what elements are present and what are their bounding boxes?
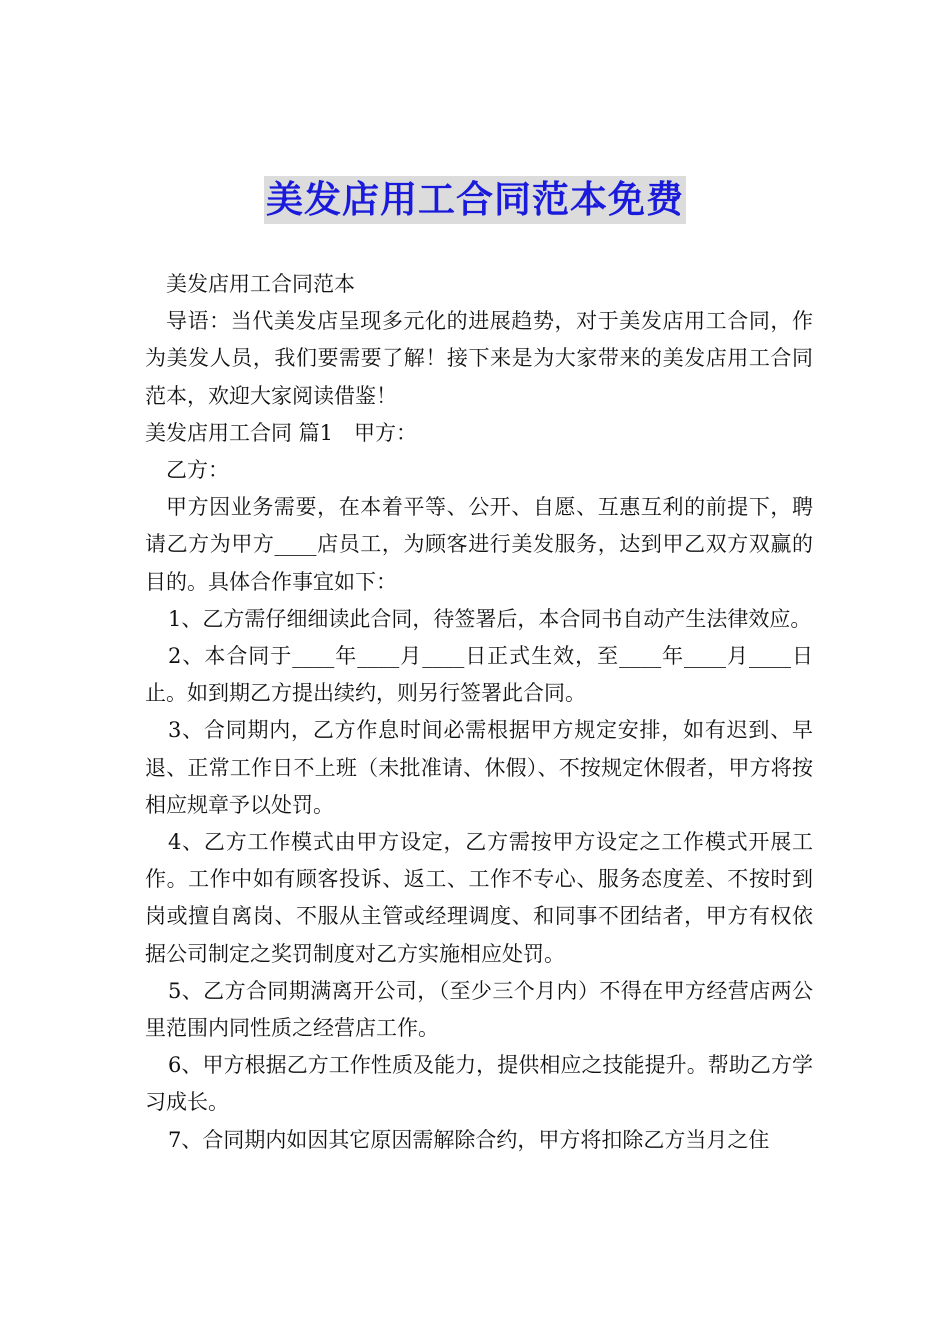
clause-7: 7、合同期内如因其它原因需解除合约，甲方将扣除乙方当月之住 <box>168 1127 770 1152</box>
document-title: 美发店用工合同范本免费 <box>264 176 686 224</box>
paragraph-heading: 美发店用工合同范本 <box>166 272 355 296</box>
clause-6: 6、甲方根据乙方工作性质及能力，提供相应之技能提升。帮助乙方学习成长。 <box>145 1053 813 1115</box>
paragraph-party-b: 乙方： <box>166 458 229 483</box>
document-body <box>145 266 813 1159</box>
clause-1: 1、乙方需仔细细读此合同，待签署后，本合同书自动产生法律效应。 <box>168 606 812 631</box>
clause-2: 2、本合同于____年____月____日正式生效，至____年____月____日止。如到期乙方提出续约，则另行签署此合同。 <box>145 644 813 706</box>
title-container <box>0 176 950 224</box>
paragraph-purpose: 甲方因业务需要，在本着平等、公开、自愿、互惠互利的前提下，聘请乙方为甲方____店员工，为顾客进行美发服务，达到甲乙双方双赢的目的。具体合作事宜如下： <box>145 495 813 594</box>
paragraph-party-a: 美发店用工合同 篇1 甲方： <box>145 420 418 445</box>
paragraph-intro: 导语：当代美发店呈现多元化的进展趋势，对于美发店用工合同，作为美发人员，我们要需要了解！接下来是为大家带来的美发店用工合同范本，欢迎大家阅读借鉴！ <box>145 309 813 408</box>
clause-3: 3、合同期内，乙方作息时间必需根据甲方规定安排，如有迟到、早退、正常工作日不上班（未批准请、休假）、不按规定休假者，甲方将按相应规章予以处罚。 <box>145 718 813 817</box>
clause-5: 5、乙方合同期满离开公司，（至少三个月内）不得在甲方经营店两公里范围内同性质之经营店工作。 <box>145 978 813 1041</box>
clause-4: 4、乙方工作模式由甲方设定，乙方需按甲方设定之工作模式开展工作。工作中如有顾客投诉、返工、工作不专心、服务态度差、不按时到岗或擅自离岗、不服从主管或经理调度、和同事不团结者，甲方有权依据公司制定之奖罚制度对乙方实施相应处罚。 <box>145 830 813 966</box>
